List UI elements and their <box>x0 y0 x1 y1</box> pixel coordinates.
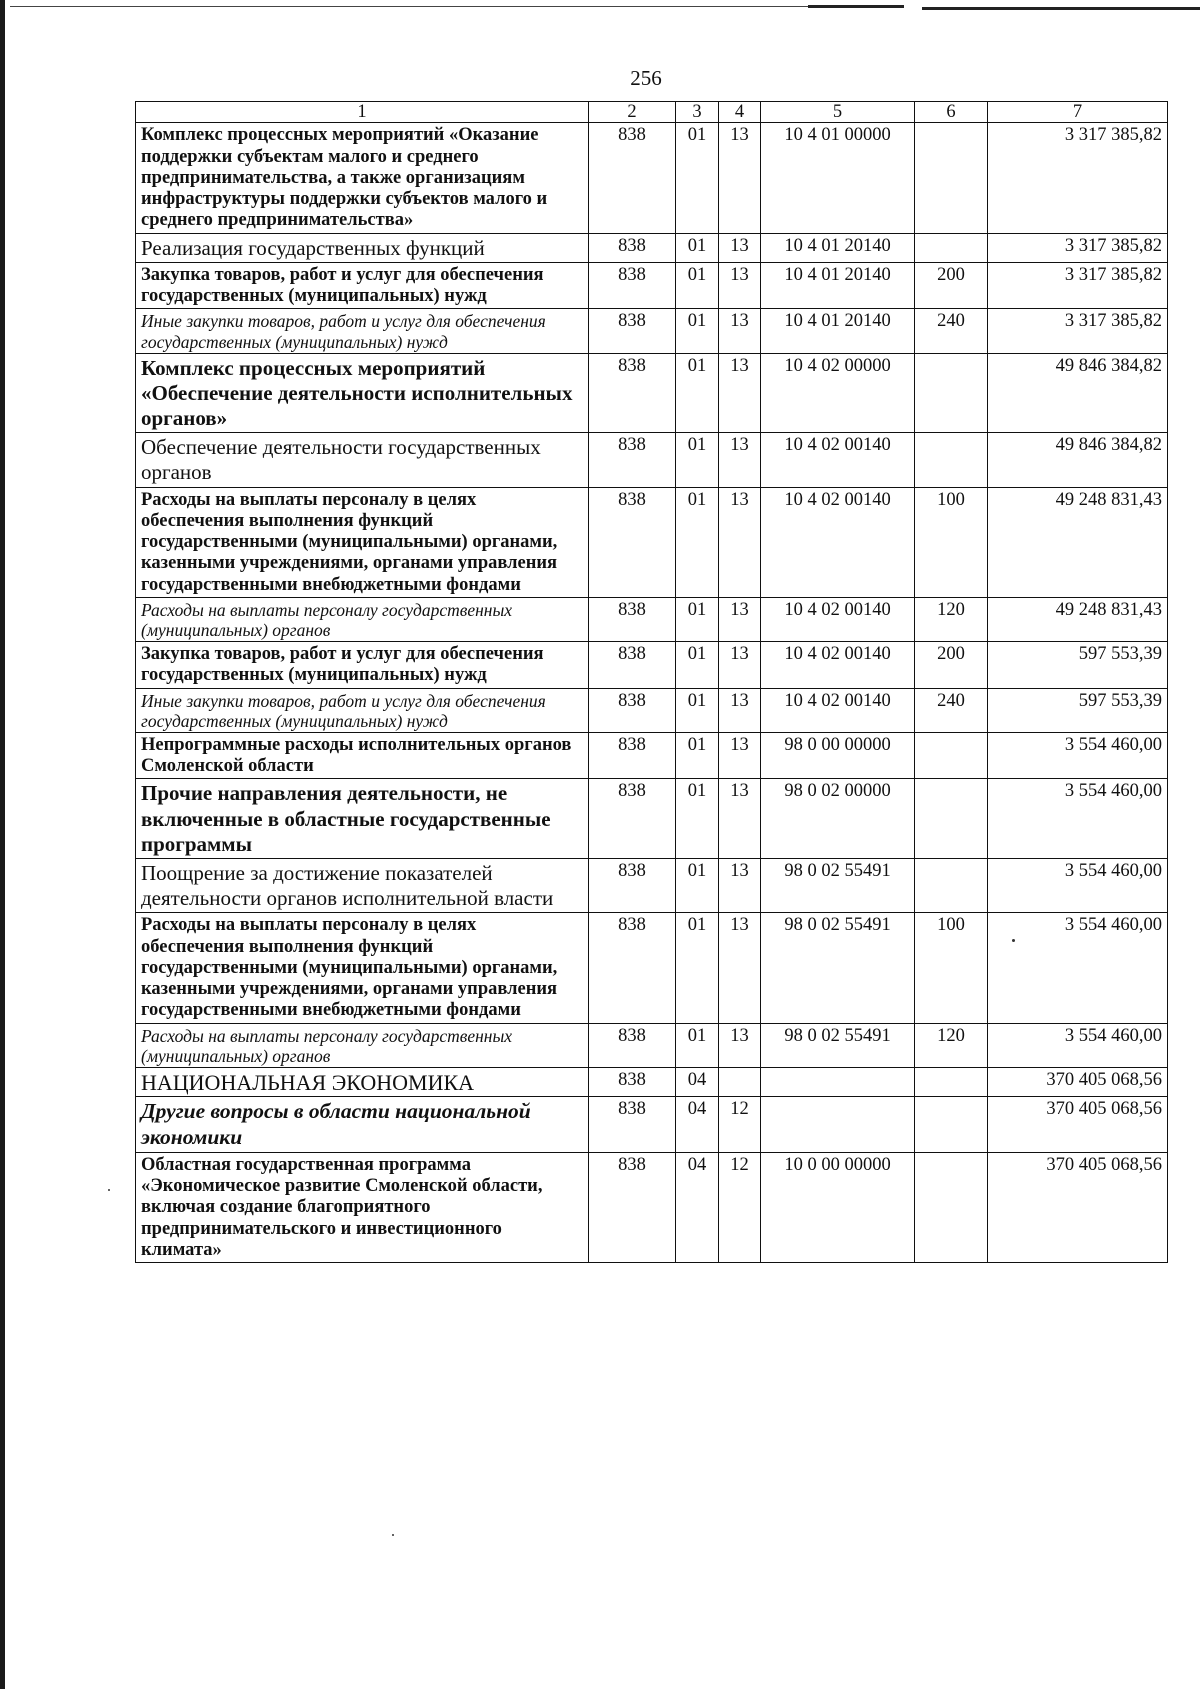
target-article-cell: 10 4 02 00140 <box>761 433 915 487</box>
expense-type-cell <box>915 123 988 233</box>
row-name-cell: Поощрение за достижение показателей деятельности органов исполнительной власти <box>136 859 589 913</box>
expense-type-cell: 100 <box>915 913 988 1023</box>
table-row <box>136 262 1168 309</box>
budget-table <box>135 101 1168 1263</box>
target-article-cell: 10 4 02 00140 <box>761 642 915 689</box>
amount-cell: 597 553,39 <box>988 688 1168 732</box>
target-article-cell: 10 4 02 00140 <box>761 487 915 597</box>
subsection-code-cell: 13 <box>719 309 761 353</box>
target-article-cell: 10 4 02 00000 <box>761 353 915 433</box>
target-article-cell <box>761 1067 915 1096</box>
amount-cell: 3 554 460,00 <box>988 1023 1168 1067</box>
subsection-code-cell: 13 <box>719 642 761 689</box>
expense-type-cell <box>915 433 988 487</box>
ministry-code-cell: 838 <box>589 859 676 913</box>
subsection-code-cell: 13 <box>719 353 761 433</box>
ministry-code-cell: 838 <box>589 309 676 353</box>
scan-speck <box>392 1534 394 1536</box>
amount-cell: 49 248 831,43 <box>988 487 1168 597</box>
section-code-cell: 01 <box>676 779 719 859</box>
row-name-cell: НАЦИОНАЛЬНАЯ ЭКОНОМИКА <box>136 1067 589 1096</box>
section-code-cell: 01 <box>676 262 719 309</box>
ministry-code-cell: 838 <box>589 732 676 779</box>
row-name-cell: Комплекс процессных мероприятий «Обеспечение деятельности исполнительных органов» <box>136 353 589 433</box>
expense-type-cell <box>915 859 988 913</box>
amount-cell: 3 554 460,00 <box>988 779 1168 859</box>
expense-type-cell: 200 <box>915 262 988 309</box>
ministry-code-cell: 838 <box>589 123 676 233</box>
amount-cell: 370 405 068,56 <box>988 1067 1168 1096</box>
column-header: 6 <box>915 102 988 123</box>
section-code-cell: 01 <box>676 642 719 689</box>
ministry-code-cell: 838 <box>589 642 676 689</box>
amount-cell: 3 317 385,82 <box>988 309 1168 353</box>
target-article-cell: 10 4 01 20140 <box>761 262 915 309</box>
row-name-cell: Иные закупки товаров, работ и услуг для обеспечения государственных (муниципальных) нужд <box>136 309 589 353</box>
subsection-code-cell: 13 <box>719 688 761 732</box>
ministry-code-cell: 838 <box>589 433 676 487</box>
target-article-cell: 98 0 02 55491 <box>761 913 915 1023</box>
expense-type-cell: 120 <box>915 1023 988 1067</box>
ministry-code-cell: 838 <box>589 913 676 1023</box>
target-article-cell: 10 4 01 00000 <box>761 123 915 233</box>
table-row <box>136 353 1168 433</box>
section-code-cell: 04 <box>676 1097 719 1153</box>
scan-top-line <box>808 5 904 8</box>
ministry-code-cell: 838 <box>589 1097 676 1153</box>
section-code-cell: 01 <box>676 732 719 779</box>
target-article-cell: 98 0 02 55491 <box>761 1023 915 1067</box>
amount-cell: 49 846 384,82 <box>988 353 1168 433</box>
expense-type-cell <box>915 233 988 262</box>
subsection-code-cell: 13 <box>719 913 761 1023</box>
row-name-cell: Другие вопросы в области национальной экономики <box>136 1097 589 1153</box>
section-code-cell: 01 <box>676 233 719 262</box>
section-code-cell: 01 <box>676 688 719 732</box>
expense-type-cell <box>915 1067 988 1096</box>
subsection-code-cell: 13 <box>719 859 761 913</box>
amount-cell: 3 554 460,00 <box>988 913 1168 1023</box>
expense-type-cell <box>915 353 988 433</box>
target-article-cell <box>761 1097 915 1153</box>
ministry-code-cell: 838 <box>589 688 676 732</box>
amount-cell: 370 405 068,56 <box>988 1097 1168 1153</box>
table-row <box>136 597 1168 641</box>
scan-top-line <box>922 7 1200 10</box>
row-name-cell: Расходы на выплаты персоналу в целях обеспечения выполнения функций государственными (муниципальными) органами, казенными учреждениями, органами управления государственными внебюджетными фондами <box>136 913 589 1023</box>
table-row <box>136 779 1168 859</box>
ministry-code-cell: 838 <box>589 1067 676 1096</box>
column-header: 3 <box>676 102 719 123</box>
amount-cell: 3 317 385,82 <box>988 123 1168 233</box>
scan-speck <box>1012 939 1015 942</box>
section-code-cell: 01 <box>676 1023 719 1067</box>
row-name-cell: Расходы на выплаты персоналу государственных (муниципальных) органов <box>136 597 589 641</box>
row-name-cell: Расходы на выплаты персоналу государственных (муниципальных) органов <box>136 1023 589 1067</box>
target-article-cell: 10 4 01 20140 <box>761 309 915 353</box>
subsection-code-cell <box>719 1067 761 1096</box>
expense-type-cell: 100 <box>915 487 988 597</box>
section-code-cell: 01 <box>676 433 719 487</box>
subsection-code-cell: 12 <box>719 1152 761 1262</box>
table-row <box>136 487 1168 597</box>
table-row <box>136 433 1168 487</box>
amount-cell: 49 846 384,82 <box>988 433 1168 487</box>
table-row <box>136 233 1168 262</box>
row-name-cell: Непрограммные расходы исполнительных органов Смоленской области <box>136 732 589 779</box>
table-row <box>136 1023 1168 1067</box>
section-code-cell: 01 <box>676 913 719 1023</box>
scan-edge-shadow <box>0 0 5 1689</box>
ministry-code-cell: 838 <box>589 1023 676 1067</box>
subsection-code-cell: 13 <box>719 1023 761 1067</box>
row-name-cell: Реализация государственных функций <box>136 233 589 262</box>
table-row <box>136 859 1168 913</box>
expense-type-cell: 240 <box>915 688 988 732</box>
amount-cell: 597 553,39 <box>988 642 1168 689</box>
subsection-code-cell: 13 <box>719 597 761 641</box>
ministry-code-cell: 838 <box>589 487 676 597</box>
row-name-cell: Закупка товаров, работ и услуг для обеспечения государственных (муниципальных) нужд <box>136 262 589 309</box>
section-code-cell: 01 <box>676 353 719 433</box>
row-name-cell: Областная государственная программа «Экономическое развитие Смоленской области, включая создание благоприятного предпринимательского и инвестиционного климата» <box>136 1152 589 1262</box>
section-code-cell: 01 <box>676 487 719 597</box>
expense-type-cell <box>915 779 988 859</box>
section-code-cell: 04 <box>676 1067 719 1096</box>
expense-type-cell <box>915 732 988 779</box>
subsection-code-cell: 13 <box>719 779 761 859</box>
subsection-code-cell: 13 <box>719 262 761 309</box>
table-row <box>136 1152 1168 1262</box>
header-row <box>136 102 1168 123</box>
target-article-cell: 98 0 00 00000 <box>761 732 915 779</box>
target-article-cell: 98 0 02 00000 <box>761 779 915 859</box>
expense-type-cell: 200 <box>915 642 988 689</box>
row-name-cell: Закупка товаров, работ и услуг для обеспечения государственных (муниципальных) нужд <box>136 642 589 689</box>
amount-cell: 3 554 460,00 <box>988 859 1168 913</box>
amount-cell: 49 248 831,43 <box>988 597 1168 641</box>
ministry-code-cell: 838 <box>589 262 676 309</box>
expense-type-cell <box>915 1097 988 1153</box>
table-row <box>136 123 1168 233</box>
target-article-cell: 10 4 02 00140 <box>761 688 915 732</box>
amount-cell: 3 317 385,82 <box>988 233 1168 262</box>
column-header: 1 <box>136 102 589 123</box>
row-name-cell: Расходы на выплаты персоналу в целях обеспечения выполнения функций государственными (муниципальными) органами, казенными учреждениями, органами управления государственными внебюджетными фондами <box>136 487 589 597</box>
table-row <box>136 732 1168 779</box>
table-row <box>136 913 1168 1023</box>
row-name-cell: Комплекс процессных мероприятий «Оказание поддержки субъектам малого и среднего предпринимательства, а также организациям инфраструктуры поддержки субъектов малого и среднего предпринимательства» <box>136 123 589 233</box>
ministry-code-cell: 838 <box>589 353 676 433</box>
row-name-cell: Иные закупки товаров, работ и услуг для обеспечения государственных (муниципальных) нужд <box>136 688 589 732</box>
expense-type-cell <box>915 1152 988 1262</box>
target-article-cell: 98 0 02 55491 <box>761 859 915 913</box>
amount-cell: 370 405 068,56 <box>988 1152 1168 1262</box>
column-header: 5 <box>761 102 915 123</box>
amount-cell: 3 554 460,00 <box>988 732 1168 779</box>
subsection-code-cell: 13 <box>719 233 761 262</box>
table-row <box>136 642 1168 689</box>
expense-type-cell: 120 <box>915 597 988 641</box>
section-code-cell: 01 <box>676 309 719 353</box>
subsection-code-cell: 13 <box>719 433 761 487</box>
scan-top-line <box>10 6 895 7</box>
subsection-code-cell: 13 <box>719 487 761 597</box>
scan-speck <box>108 1189 110 1191</box>
column-header: 4 <box>719 102 761 123</box>
target-article-cell: 10 4 02 00140 <box>761 597 915 641</box>
table-row <box>136 688 1168 732</box>
section-code-cell: 04 <box>676 1152 719 1262</box>
section-code-cell: 01 <box>676 597 719 641</box>
subsection-code-cell: 13 <box>719 123 761 233</box>
page-number: 256 <box>630 66 662 90</box>
ministry-code-cell: 838 <box>589 1152 676 1262</box>
table-row <box>136 1097 1168 1153</box>
row-name-cell: Прочие направления деятельности, не включенные в областные государственные программы <box>136 779 589 859</box>
table-row <box>136 309 1168 353</box>
amount-cell: 3 317 385,82 <box>988 262 1168 309</box>
subsection-code-cell: 13 <box>719 732 761 779</box>
ministry-code-cell: 838 <box>589 233 676 262</box>
expense-type-cell: 240 <box>915 309 988 353</box>
column-header: 2 <box>589 102 676 123</box>
ministry-code-cell: 838 <box>589 597 676 641</box>
target-article-cell: 10 0 00 00000 <box>761 1152 915 1262</box>
ministry-code-cell: 838 <box>589 779 676 859</box>
row-name-cell: Обеспечение деятельности государственных органов <box>136 433 589 487</box>
table-row <box>136 1067 1168 1096</box>
column-header: 7 <box>988 102 1168 123</box>
section-code-cell: 01 <box>676 123 719 233</box>
subsection-code-cell: 12 <box>719 1097 761 1153</box>
section-code-cell: 01 <box>676 859 719 913</box>
target-article-cell: 10 4 01 20140 <box>761 233 915 262</box>
